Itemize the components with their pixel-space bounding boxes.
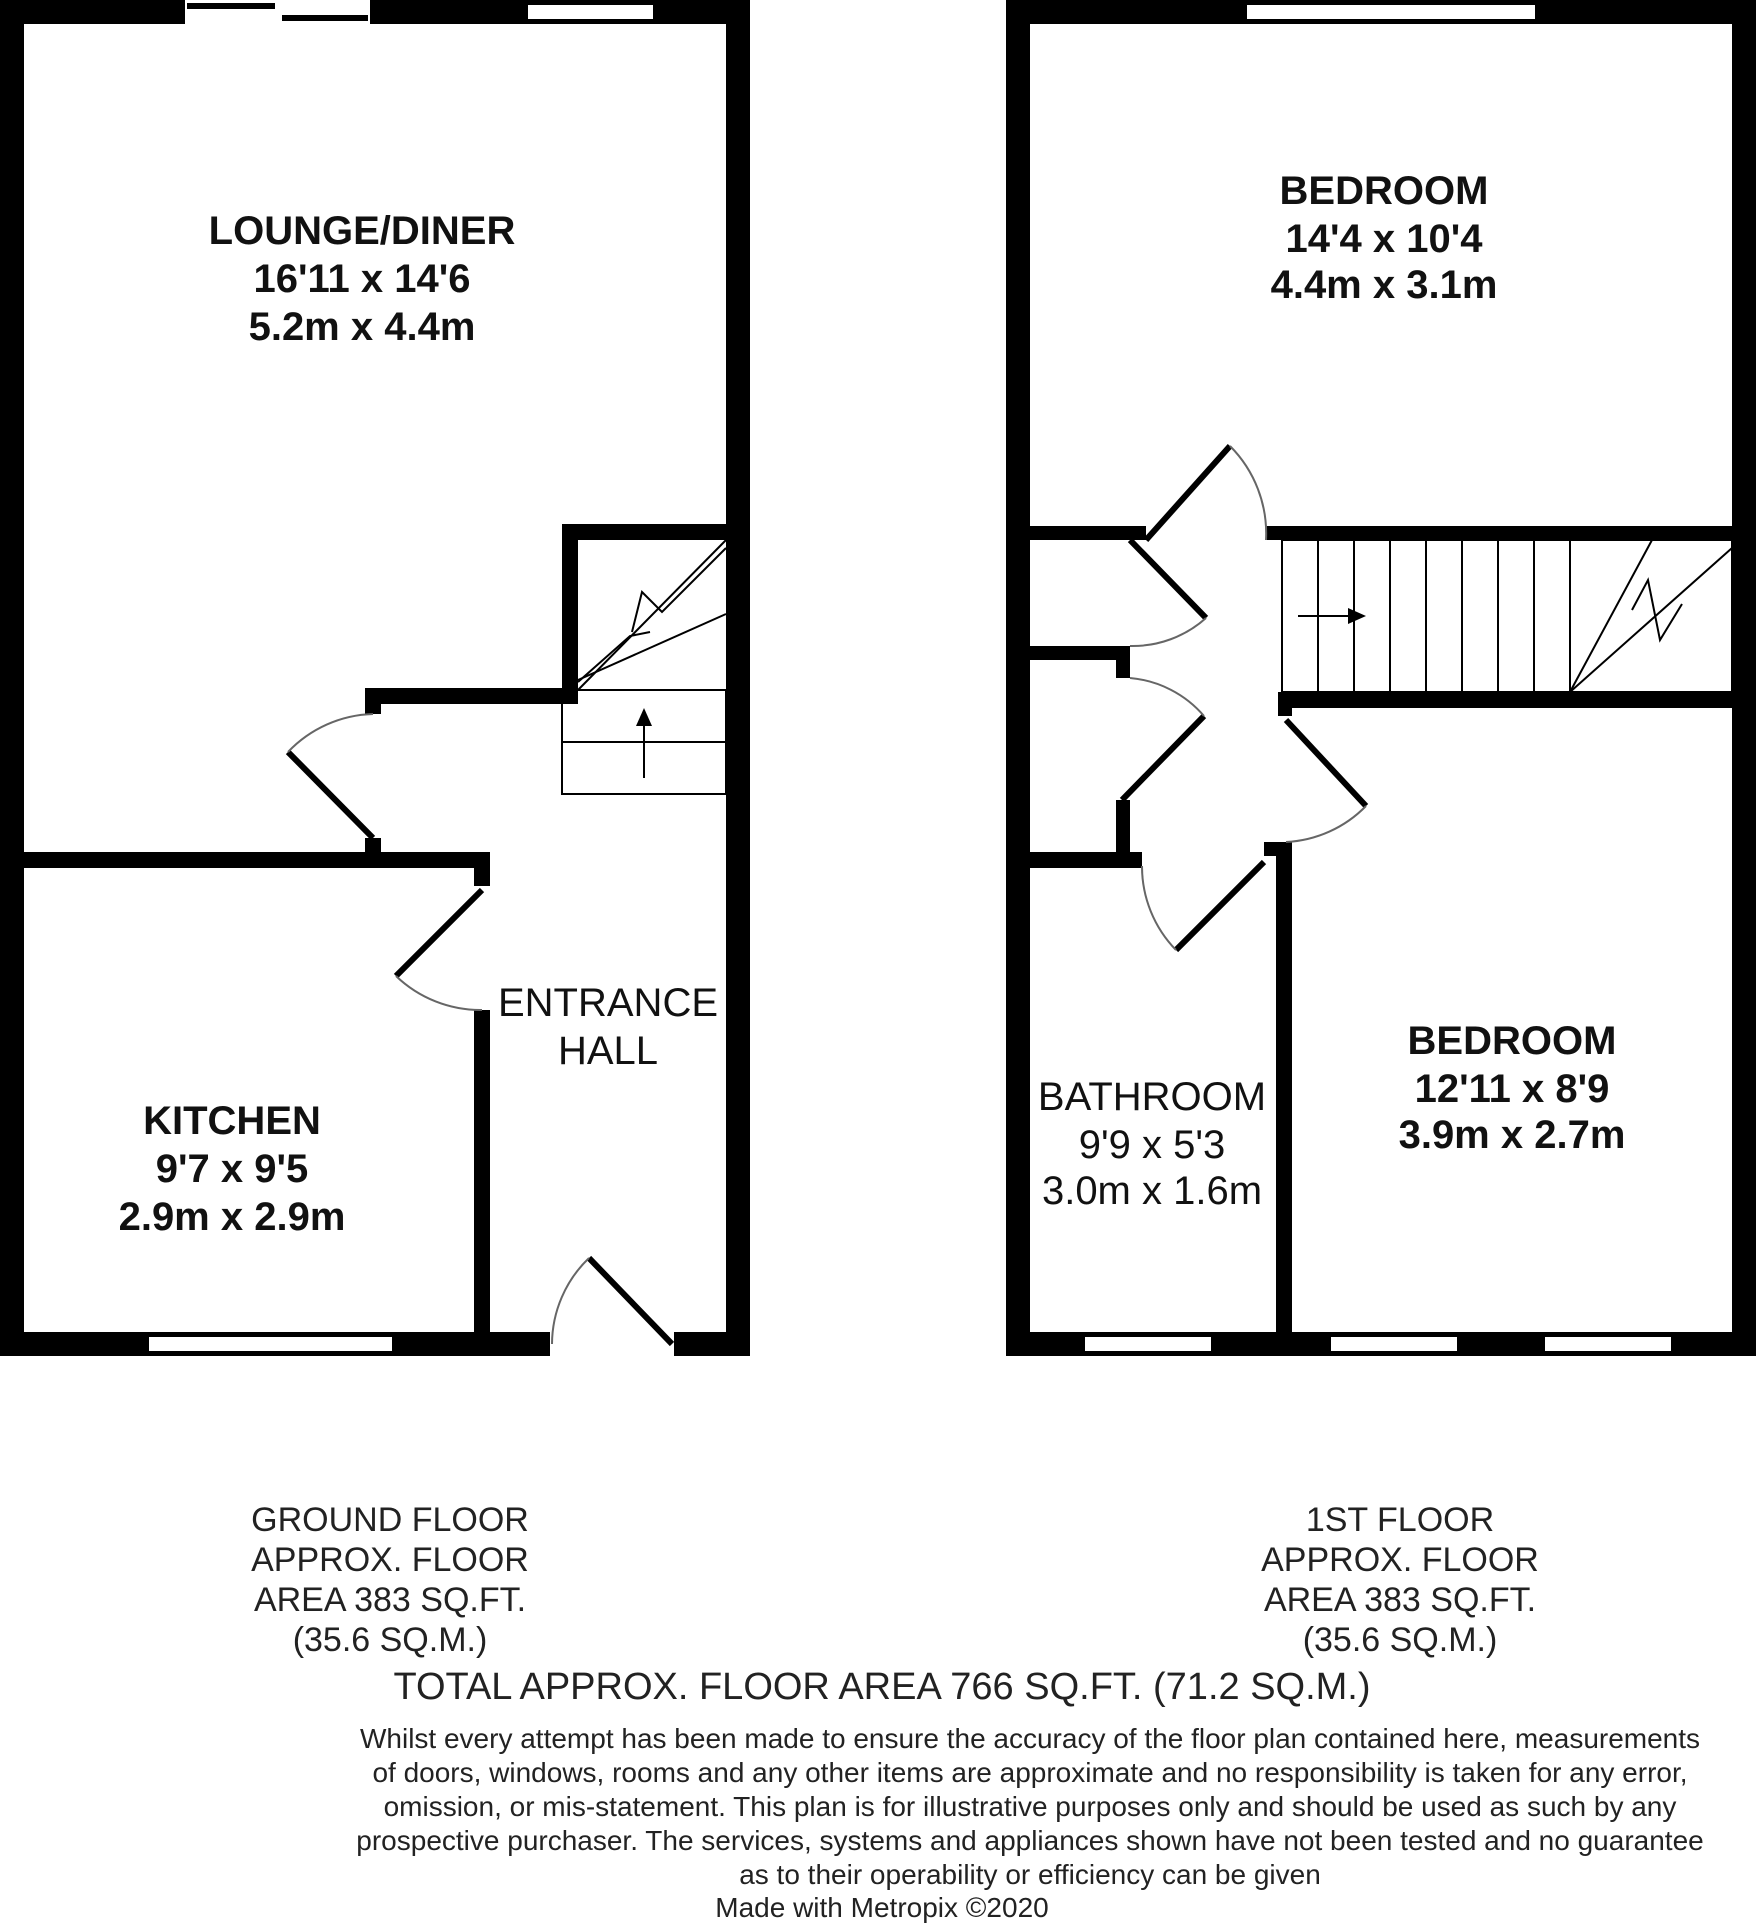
stair-winder — [1570, 548, 1732, 692]
stair-winder — [1570, 540, 1652, 692]
wall — [0, 0, 24, 1355]
door-swing — [1130, 618, 1206, 646]
summary-line: APPROX. FLOOR — [1261, 1541, 1539, 1579]
door-swing — [552, 1258, 589, 1344]
disclaimer-line: of doors, windows, rooms and any other items are approximate and no responsibility is taken for any error, — [372, 1757, 1688, 1788]
front-door — [589, 1258, 672, 1344]
wall — [0, 852, 490, 868]
room-dimensions-imperial: 14'4 x 10'4 — [1285, 217, 1483, 261]
lounge-door — [288, 752, 373, 838]
wall — [1266, 526, 1744, 540]
arrow-head-icon — [636, 708, 652, 726]
bedroom-door — [1146, 446, 1230, 540]
disclaimer-line: prospective purchaser. The services, systems and appliances shown have not been tested and no guarantee — [356, 1825, 1704, 1856]
summary-line: AREA 383 SQ.FT. — [253, 1581, 527, 1619]
disclaimer — [280, 1722, 1764, 1892]
wall — [365, 838, 381, 860]
bedroom-door — [1286, 720, 1366, 806]
total-floor-area: TOTAL APPROX. FLOOR AREA 766 SQ.FT. (71.2 SQ.M.) — [393, 1666, 1371, 1708]
room-name: LOUNGE/DINER — [208, 209, 516, 253]
wall — [1276, 842, 1292, 1346]
window — [1246, 4, 1536, 20]
wall — [1264, 842, 1292, 856]
bathroom-door — [1176, 862, 1264, 950]
room-name: BEDROOM — [1407, 1019, 1617, 1063]
disclaimer-line: Whilst every attempt has been made to ensure the accuracy of the floor plan contained here, measurements — [359, 1723, 1701, 1754]
window — [1084, 1336, 1212, 1352]
room-dimensions-imperial: 9'9 x 5'3 — [1078, 1123, 1226, 1167]
door-swing — [1286, 806, 1366, 842]
window — [1544, 1336, 1672, 1352]
wall — [562, 524, 578, 704]
summary-line: 1ST FLOOR — [1305, 1501, 1495, 1539]
kitchen-door — [396, 890, 482, 976]
wall — [562, 524, 738, 540]
room-dimensions-metric: 2.9m x 2.9m — [118, 1195, 346, 1239]
wall — [726, 0, 750, 1355]
wall — [1278, 692, 1292, 716]
arrow-head-icon — [1348, 608, 1366, 624]
wall — [1030, 526, 1146, 540]
room-dimensions-imperial: 9'7 x 9'5 — [155, 1147, 309, 1191]
summary-line: GROUND FLOOR — [251, 1501, 529, 1539]
summary-line: (35.6 SQ.M.) — [1302, 1621, 1498, 1659]
ground-floor-plan — [0, 0, 750, 1356]
room-dimensions-imperial: 12'11 x 8'9 — [1414, 1067, 1610, 1111]
wall — [365, 688, 381, 714]
hall-label: ENTRANCE — [497, 981, 719, 1025]
room-name: BEDROOM — [1279, 169, 1489, 213]
door-swing — [1142, 866, 1176, 950]
summary-line: AREA 383 SQ.FT. — [1263, 1581, 1537, 1619]
wall — [474, 1010, 490, 1346]
door-swing — [1230, 446, 1266, 540]
summary-line: (35.6 SQ.M.) — [292, 1621, 488, 1659]
hall-label: HALL — [557, 1029, 659, 1073]
room-dimensions-imperial: 16'11 x 14'6 — [253, 257, 471, 301]
first-floor-summary — [1210, 1500, 1590, 1660]
stair-winder — [578, 614, 726, 680]
wall — [1006, 0, 1030, 1355]
room-dimensions-metric: 3.0m x 1.6m — [1041, 1169, 1263, 1213]
room-name: BATHROOM — [1037, 1075, 1267, 1119]
room-name: KITCHEN — [143, 1099, 321, 1143]
door-swing — [396, 976, 482, 1010]
wall — [365, 688, 565, 704]
wall — [1116, 646, 1130, 678]
credit: Made with Metropix ©2020 — [715, 1892, 1049, 1923]
first-floor-plan — [1006, 0, 1756, 1356]
room-dimensions-metric: 5.2m x 4.4m — [248, 305, 476, 349]
window — [148, 1336, 393, 1352]
disclaimer-line: as to their operability or efficiency can be given — [739, 1859, 1321, 1890]
summary-line: APPROX. FLOOR — [251, 1541, 529, 1579]
cupboard-door — [1122, 716, 1204, 800]
patio-door-frame — [282, 15, 368, 21]
disclaimer-line: omission, or mis-statement. This plan is for illustrative purposes only and should be used as such by any — [383, 1791, 1677, 1822]
room-dimensions-metric: 4.4m x 3.1m — [1270, 263, 1498, 307]
front-door-opening — [550, 1332, 674, 1356]
ground-floor-summary — [200, 1500, 580, 1660]
wall — [1030, 646, 1130, 660]
room-dimensions-metric: 3.9m x 2.7m — [1398, 1113, 1626, 1157]
window — [527, 4, 654, 20]
stair-winder — [578, 540, 726, 690]
window — [1330, 1336, 1458, 1352]
door-swing — [288, 714, 373, 752]
door-swing — [1130, 678, 1204, 716]
cupboard-door — [1130, 540, 1206, 618]
wall — [1732, 0, 1756, 1355]
wall — [474, 852, 490, 886]
wall — [1116, 800, 1130, 866]
patio-door-frame — [187, 3, 275, 9]
wall — [1278, 692, 1756, 708]
